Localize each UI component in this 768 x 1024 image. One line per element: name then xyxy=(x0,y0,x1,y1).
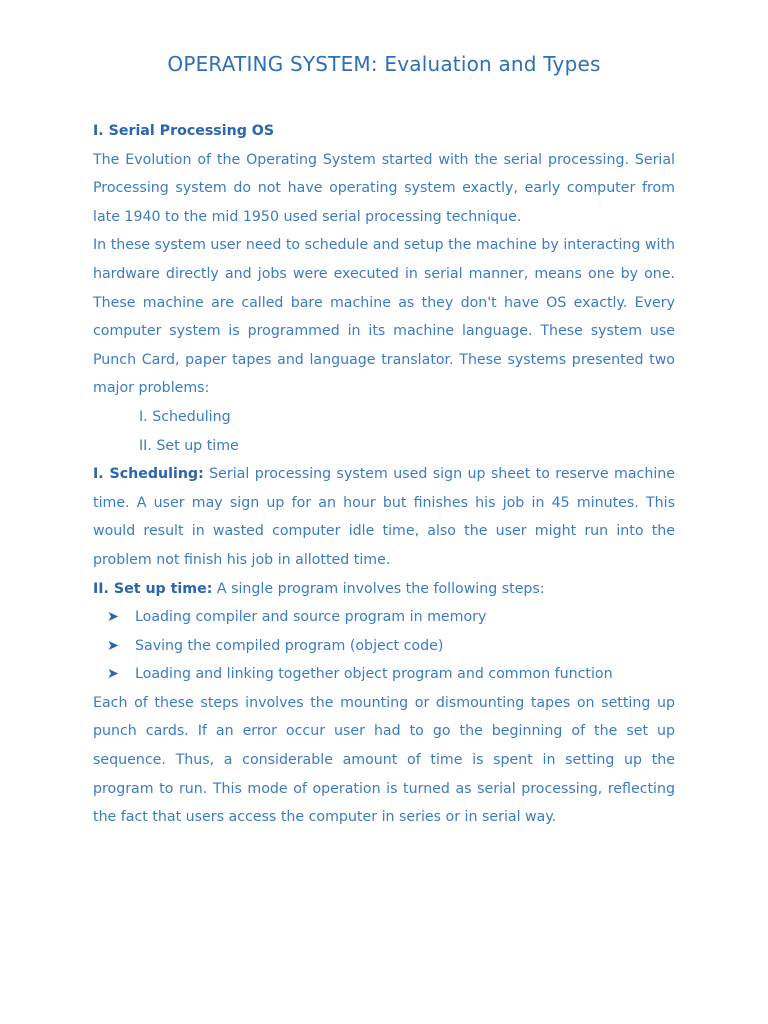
page-title: OPERATING SYSTEM: Evaluation and Types xyxy=(167,52,601,76)
arrowhead-bullet-icon: ➤ xyxy=(107,609,119,626)
list-item xyxy=(93,660,675,689)
paragraph-scheduling xyxy=(93,460,675,574)
section-heading: I. Serial Processing OS xyxy=(93,123,275,139)
arrowhead-bullet-icon: ➤ xyxy=(107,666,119,683)
list-item xyxy=(93,632,675,661)
scheduling-lead: I. Scheduling: xyxy=(93,466,204,483)
paragraph-evolution: The Evolution of the Operating System started with the serial processing. Serial Processing system do not have operating system exactly, early computer from late 1940 to the mid 1950 used serial processing technique. xyxy=(93,151,675,225)
paragraph-serial-processing: Each of these steps involves the mounting or dismounting tapes on setting up punch cards. If an error occur user had to go the beginning of the set up sequence. Thus, a considerable amount of time is spent in setting up the program to run. This mode of operation is turned as serial processing, reflecting the fact that users access the computer in series or in serial way. xyxy=(93,694,675,826)
list-item xyxy=(93,603,675,632)
problem-item-setup-time: II. Set up time xyxy=(139,437,239,454)
paragraph-bare-machine: In these system user need to schedule and setup the machine by interacting with hardware directly and jobs were executed in serial manner, means one by one. These machine are called bare machine as they don't have OS exactly. Every computer system is programmed in its machine language. These system use Punch Card, paper tapes and language translator. These systems presented two major problems: xyxy=(93,237,675,397)
setup-lead: II. Set up time: xyxy=(93,580,213,597)
problem-item-scheduling: I. Scheduling xyxy=(139,408,231,425)
paragraph-setup-time xyxy=(93,575,675,604)
scheduling-text: Serial processing system used sign up sheet to reserve machine time. A user may sign up for an hour but finishes his job in 45 minutes. This would result in wasted computer idle time, also the user might run into the problem not finish his job in allotted time. xyxy=(93,466,675,568)
step-text: Saving the compiled program (object code) xyxy=(135,637,444,654)
step-text: Loading and linking together object program and common function xyxy=(135,666,613,683)
setup-text: A single program involves the following steps: xyxy=(212,580,545,597)
arrowhead-bullet-icon: ➤ xyxy=(107,637,119,654)
step-text: Loading compiler and source program in memory xyxy=(135,609,487,626)
document-body xyxy=(93,117,675,832)
